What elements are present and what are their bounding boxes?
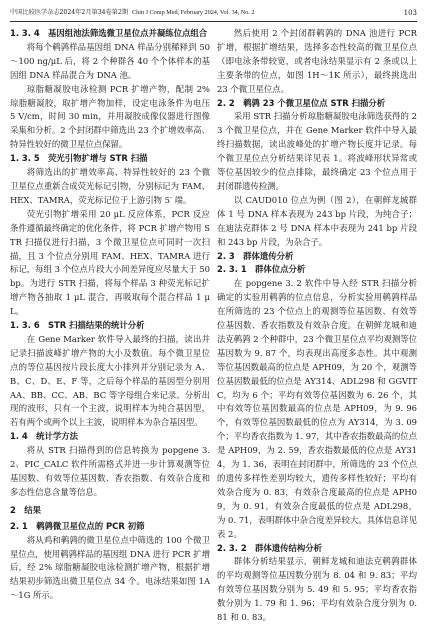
page-number: 103 [403, 9, 417, 17]
right-paragraph: 以 CAUD010 位点为例（图 2），在朝鲜龙城群体 1 号 DNA 样本表现为 243 bp 片段，为纯合子；在迪法克群体 2 号 DNA 样本中表现为 241 bp 片段和 243 bp 片段，为杂合子。 [217, 194, 417, 247]
left-heading: 1. 3. 5 荧光引物扩增与 STR 扫描 [10, 153, 148, 164]
left-paragraph: 将每个鹌鹑样品基因组 DNA 样品分别稀释到 50～100 ng/μL 后，将 2 个种群各 40 个个体样本的基因组 DNA 样品混合为 DNA 池。 [10, 41, 210, 80]
right-heading: 2. 3. 2 群体遗传结构分析 [217, 542, 323, 553]
left-paragraph: 荧光引物扩增采用 20 μL 反应体系，PCR 反应条件遵循最终确定的优化条件，将 PCR 扩增产物用 STR 扫描仪进行扫描，3 个微卫星位点可同时一次扫描，且 3 个位点分别用 FAM、HEX、TAMRA 进行标记，每组 3 个位点片段大小间差异度应尽量大于 50 bp。为进行 STR 扫描，将每个样品 3 种荧光标记扩增产物各抽取 1 μL 混合，再吸取每个混合样品 1 μL。 [10, 208, 210, 317]
left-paragraph: 琼脂糖凝胶电泳检测 PCR 扩增产物，配制 2% 琼脂糖凝胶，取扩增产物加样，设定电泳条件为电压 5 V/cm，时间 30 min，并用凝胶成像仪器进行图像采集和分析。2 个封闭群中筛选出 23 个扩增效率高、特异性较好的微卫星位点保留。 [10, 83, 210, 150]
left-column [10, 27, 210, 603]
left-heading: 2 结果 [10, 504, 41, 515]
right-column [217, 27, 417, 625]
left-paragraph: 将从 STR 扫描得到的信息转换为 popgene 3. 2、PIC_CALC 软件所需格式并进一步计算观测等位基因数、有效等位基因数、香农指数、有效杂合度和多态性信息含量等信息。 [10, 445, 210, 497]
left-paragraph: 将筛选出的扩增效率高、特异性较好的 23 个微卫星位点重新合成荧光标记引物，分别标记为 FAM、HEX、TAMRA，荧光标记位于上游引物 5′ 端。 [10, 167, 210, 205]
right-paragraph: 然后使用 2 个封闭群鹌鹑的 DNA 池进行 PCR 扩增，根据扩增结果，选择多态性较高的微卫星位点（即电泳条带较宽，或者电泳结果显示有 2 条或以上主要条带的位点，如图 1H～1K 所示），最终挑选出 23 个微卫星位点。 [217, 28, 417, 94]
left-heading: 1. 3. 4 基因组池法筛选微卫星位点并凝练位点组合 [10, 28, 208, 38]
journal-name-cn: 中国比较医学杂志2024年2月第34卷第2期 [10, 9, 129, 16]
running-header [10, 6, 417, 20]
right-heading: 2. 2 鹌鹑 23 个微卫星位点 STR 扫描分析 [217, 97, 386, 108]
header-divider [10, 21, 417, 22]
right-paragraph: 群体分析结果显示，朝鲜龙城和迪法克鹌鹑群体的平均观测等位基因数分别为 8. 04 和 9. 83；平均有效等位基因数分别为 5. 49 和 5. 95；平均香农指数分别为 1. 79 和 1. 96；平均有效杂合度分别为 0. 81 和 0. 83。 [217, 556, 417, 623]
left-heading: 1. 3. 6 STR 扫描结果的统计分析 [10, 320, 145, 331]
right-paragraph: 采用 STR 扫描分析琼脂糖凝胶电泳筛选获得的 23 个微卫星位点，并在 Gene Marker 软件中导入最终扫描数据，读出波峰处的扩增产物长度并记录。每个微卫星位点分析结果详见表 1。将波峰形状异常或等位基因较少的位点排除，最终确定 23 个位点用于封闭群遗传检测。 [217, 111, 417, 191]
left-heading: 1. 4 统计学方法 [10, 431, 79, 442]
right-paragraph: 在 popgene 3. 2 软件中导入经 STR 扫描分析确定的实验用鹌鹑的位点信息，分析实验用鹌鹑样品在所筛选的 23 个位点上的观测等位基因数、有效等位基因数、香农指数及有效杂合度。在朝鲜龙城和迪法克鹌鹑 2 个种群中，23 个微卫星位点平均观测等位基因数为 9. 87 个，均表现出高度多态性。其中观测等位基因数最高的位点是 APH09，为 20 个，观测等位基因数最低的位点是 AY314、ADL298 和 GGVITC，均为 6 个；平均有效等位基因数为 6. 26 个，其中有效等位基因数最高的位点是 APH09，为 9. 96 个，有效等位基因数最低的位点为 AY314，为 3. 09 个；平均香农指数为 1. 97，其中香农指数最高的位点是 APH09，为 2. 59，香农指数最低的位点是 AY314，为 1. 36，表明在封闭群中，所筛选的 23 个位点的遗传多样性差别均较大，遗传多样性较好；平均有效杂合度为 0. 83，有效杂合度最高的位点是 APH09，为 0. 91，有效杂合度最低的位点是 ADL298，为 0. 71，表明群体中杂合度差异较大。具体信息详见表 2。 [217, 278, 417, 539]
journal-citation-en: Chin J Comp Med, February 2024, Vol. 34, No. 2 [132, 9, 255, 16]
left-paragraph: 在 Gene Marker 软件导入最终的扫描，读出并记录扫描波峰扩增产物的大小及数值。每个微卫星位点的等位基因按片段长度大小排列并分别记录为 A、B、C、D、E、F 等，之后每个样品的基因型分别用 AA、BB、CC、AB、BC 等字母组合来记录。分析出现的波形，只有一个主波，说明样本为纯合基因型，若有两个或两个以上主波，说明样本为杂合基因型。 [10, 333, 210, 428]
right-heading: 2. 3. 1 群体位点分析 [217, 264, 306, 275]
right-heading: 2. 3 群体遗传分析 [217, 250, 294, 261]
left-heading: 2. 1 鹌鹑微卫星位点的 PCR 初筛 [10, 520, 145, 531]
left-paragraph: 将从鸡和鹌鹑的微卫星位点中筛选的 100 个微卫星位点，使用鹌鹑样品的基因组 DNA 进行 PCR 扩增后，经 2% 琼脂糖凝胶电泳检测扩增产物，根据扩增结果初步筛选出微卫星位点 34 个。电泳结果如图 1A～1G 所示。 [10, 534, 210, 601]
